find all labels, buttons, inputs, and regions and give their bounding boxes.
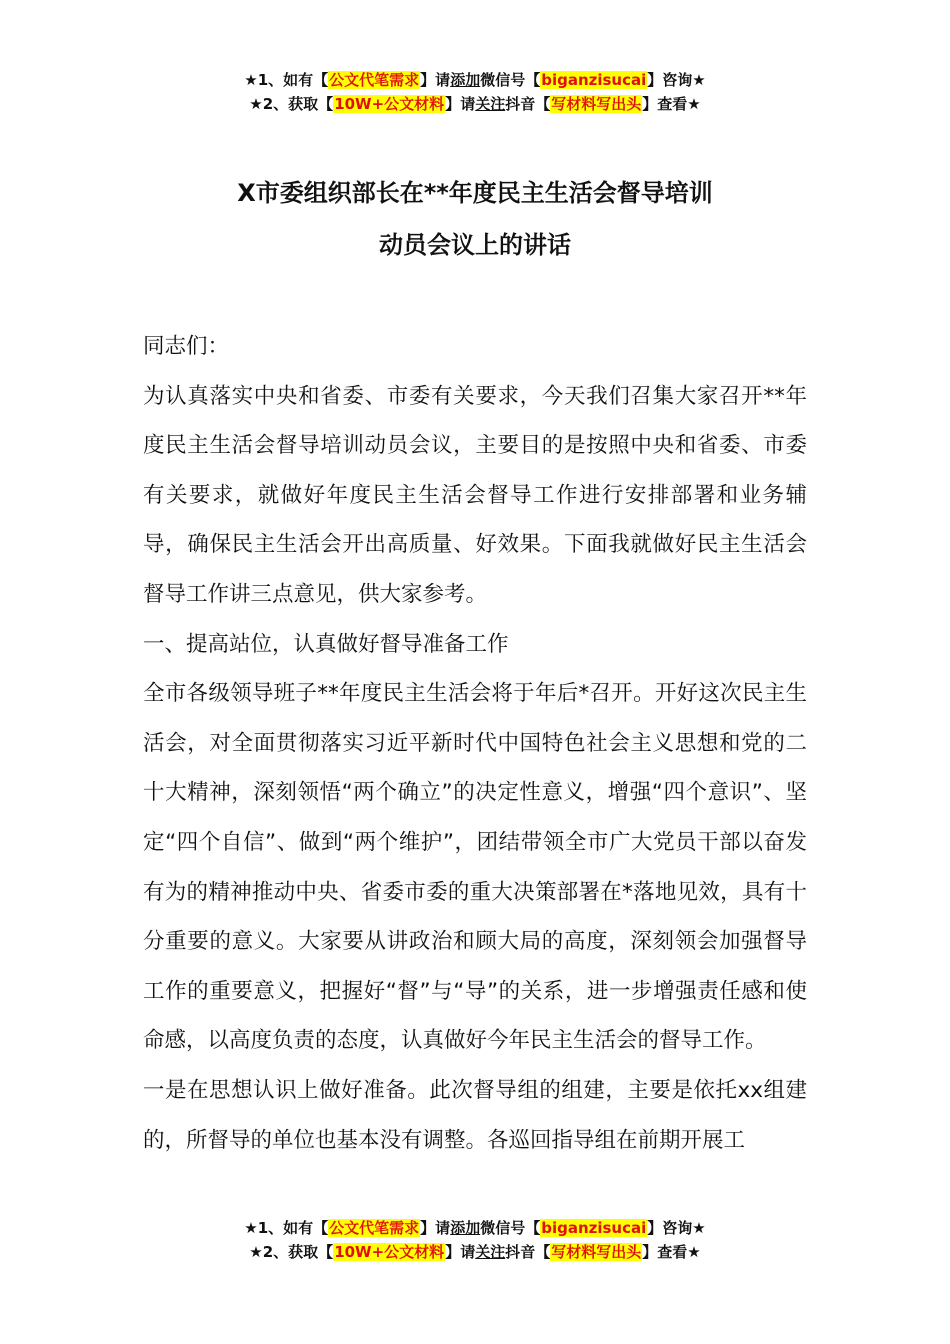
banner-line-2 [0,1240,950,1264]
banner-text: 】查看★ [642,95,701,113]
salutation: 同志们： [143,334,230,359]
banner-text: 抖音【 [505,1243,551,1261]
banner-text: ★2、获取【 [249,1243,334,1261]
highlight-text: biganzisucai [541,1219,647,1237]
banner-text: ★1、如有【 [244,71,329,89]
document-title-line-2: 动员会议上的讲话 [379,231,571,259]
banner-line-1 [0,68,950,92]
document-body [143,322,807,1165]
banner-text: 】咨询★ [647,71,706,89]
underlined-text: 关注 [475,95,506,113]
paragraph-intro: 为认真落实中央和省委、市委有关要求，今天我们召集大家召开**年度民主生活会督导培训动员会议，主要目的是按照中央和省委、市委有关要求，就做好年度民主生活会督导工作进行安排部署和业务辅导，确保民主生活会开出高质量、好效果。下面我就做好民主生活会督导工作讲三点意见，供大家参考。 [143,383,807,607]
banner-text: 微信号【 [480,71,541,89]
underlined-text: 添加 [450,71,481,89]
banner-line-1 [0,1216,950,1240]
banner-text: 】咨询★ [647,1219,706,1237]
highlight-text: 10W+公文材料 [334,1243,445,1261]
banner-text: 】请 [445,95,476,113]
banner-text: 】请 [445,1243,476,1261]
banner-text: 】请 [420,71,451,89]
highlight-text: 公文代笔需求 [329,71,420,89]
underlined-text: 添加 [450,1219,481,1237]
footer-banner [0,1216,950,1264]
document-title-line-1: X市委组织部长在**年度民主生活会督导培训 [237,179,713,207]
highlight-text: 写材料写出头 [551,1243,642,1261]
banner-text: 】查看★ [642,1243,701,1261]
section-heading: 一、提高站位，认真做好督导准备工作 [143,631,509,657]
banner-line-2 [0,92,950,116]
highlight-text: biganzisucai [541,71,647,89]
banner-text: 抖音【 [505,95,551,113]
header-banner [0,68,950,116]
banner-text: ★1、如有【 [244,1219,329,1237]
banner-text: 微信号【 [480,1219,541,1237]
paragraph-section-1: 全市各级领导班子**年度民主生活会将于年后*召开。开好这次民主生活会，对全面贯彻落实习近平新时代中国特色社会主义思想和党的二十大精神，深刻领悟“两个确立”的决定性意义，增强“四个意识”、坚定“四个自信”、做到“两个维护”，团结带领全市广大党员干部以奋发有为的精神推动中央、省委市委的重大决策部署在*落地见效，具有十分重要的意义。大家要从讲政治和顾大局的高度，深刻领会加强督导工作的重要意义，把握好“督”与“导”的关系，进一步增强责任感和使命感，以高度负责的态度，认真做好今年民主生活会的督导工作。 [143,681,807,1054]
highlight-text: 公文代笔需求 [329,1219,420,1237]
banner-text: 】请 [420,1219,451,1237]
highlight-text: 10W+公文材料 [334,95,445,113]
highlight-text: 写材料写出头 [551,95,642,113]
banner-text: ★2、获取【 [249,95,334,113]
paragraph-point-1: 一是在思想认识上做好准备。此次督导组的组建，主要是依托xx组建的，所督导的单位也基本没有调整。各巡回指导组在前期开展工 [143,1077,807,1153]
underlined-text: 关注 [475,1243,506,1261]
